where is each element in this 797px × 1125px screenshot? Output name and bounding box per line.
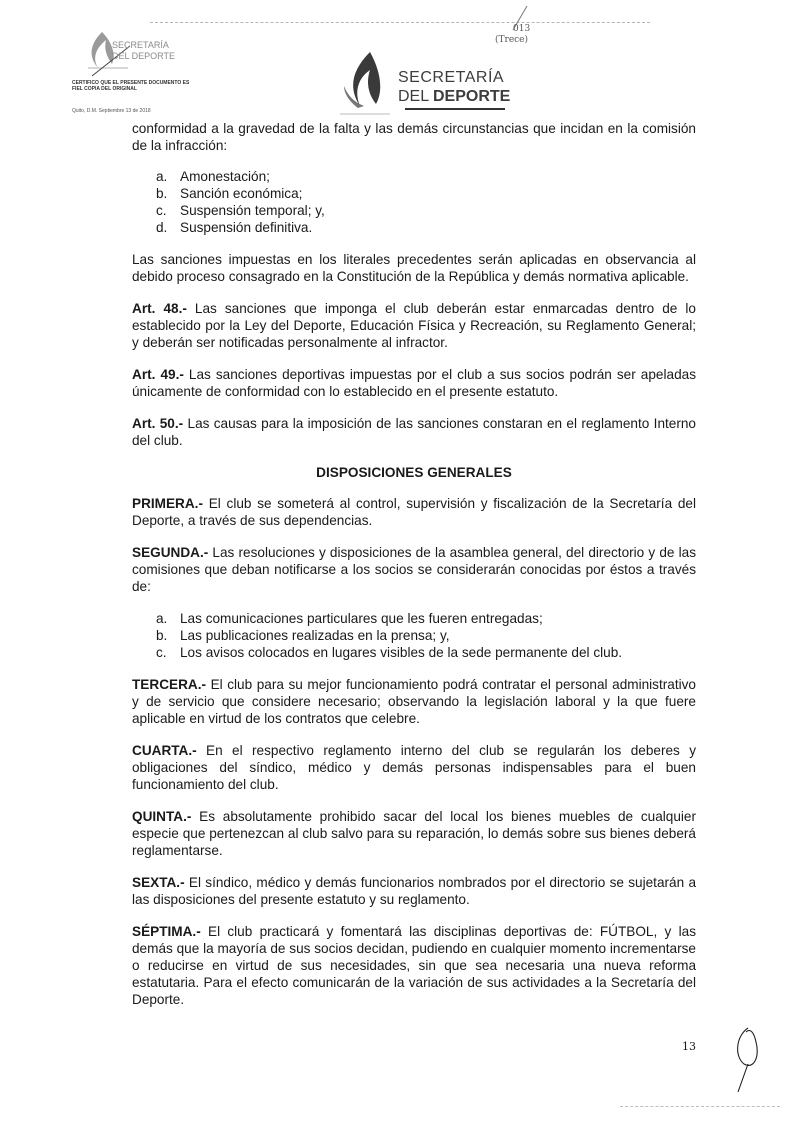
certification-stamp — [60, 28, 210, 118]
folio-words: (Trece) — [495, 35, 529, 45]
stamp-footer: Quito, D.M. Septiembre 13 de 2018 — [72, 108, 151, 114]
disposition-cuarta — [132, 742, 696, 793]
page-number: 13 — [682, 1040, 696, 1053]
article-label: Art. 48.- — [132, 301, 187, 316]
disposition-text: En el respectivo reglamento interno del club se regularán los deberes y obligaciones del síndico, médico y demás personas indispensables para el buen funcionamiento del club. — [132, 743, 696, 792]
list-item-text: Las comunicaciones particulares que les fueren entregadas; — [180, 611, 543, 626]
secretaria-del-deporte-logo — [330, 50, 530, 120]
list-item — [156, 168, 696, 185]
list-marker: c. — [156, 203, 167, 218]
list-marker: b. — [156, 186, 168, 201]
disposition-label: PRIMERA.- — [132, 496, 203, 511]
disposition-label: SEXTA.- — [132, 875, 185, 890]
disposition-label: SEGUNDA.- — [132, 545, 209, 560]
list-item-text: Los avisos colocados en lugares visibles de la sede permanente del club. — [180, 645, 623, 660]
list-item-text: Las publicaciones realizadas en la prensa; y, — [180, 628, 450, 643]
disposition-text: Es absolutamente prohibido sacar del local los bienes muebles de cualquier especie que pertenezcan al club salvo para su reparación, lo demás sobre sus bienes deberá reglamentarse. — [132, 809, 696, 858]
stamp-certification-text: CERTIFICO QUE EL PRESENTE DOCUMENTO ES FIEL COPIA DEL ORIGINAL — [72, 80, 190, 92]
disposition-text: El club practicará y fomentará las disciplinas deportivas de: FÚTBOL, y las demás que la mayoría de sus socios decidan, pudiendo en cualquier momento incrementarse o reducirse en virtud de sus necesidades, sin que sea necesaria una nueva reforma estatutaria. Para el efecto comunicarán de la variación de sus actividades a la Secretaría del Deporte. — [132, 924, 696, 1007]
list-marker: a. — [156, 611, 168, 626]
disposition-text: El club para su mejor funcionamiento podrá contratar el personal administrativo y de servicio que considere necesario; observando la legislación laboral y la que fuere aplicable en virtud de los contratos que celebre. — [132, 677, 696, 726]
list-marker: b. — [156, 628, 168, 643]
logo-underline — [405, 108, 505, 110]
stamp-brand — [112, 40, 175, 62]
section-title: DISPOSICIONES GENERALES — [316, 465, 512, 480]
disposition-text: Las resoluciones y disposiciones de la asamblea general, del directorio y de las comisiones que deban notificarse a los socios se considerarán conocidas por éstos a través de: — [132, 545, 696, 594]
article-label: Art. 50.- — [132, 416, 184, 431]
handwritten-folio — [493, 2, 553, 47]
list-marker: c. — [156, 645, 167, 660]
logo-line1: SECRETARÍA — [398, 69, 505, 86]
list-item-text: Sanción económica; — [180, 186, 303, 201]
disposition-segunda — [132, 544, 696, 595]
list-marker: a. — [156, 169, 168, 184]
disposition-septima — [132, 923, 696, 1008]
scan-bottom-rule — [620, 1106, 780, 1107]
list-marker: d. — [156, 220, 168, 235]
logo-line2-prefix: DEL — [398, 88, 433, 105]
article-50 — [132, 415, 696, 449]
list-item — [156, 219, 696, 236]
disposition-text: El club se someterá al control, supervisión y fiscalización de la Secretaría del Deporte, a través de sus dependencias. — [132, 496, 696, 528]
handwritten-signature-icon — [726, 1020, 776, 1095]
intro-paragraph: conformidad a la gravedad de la falta y las demás circunstancias que incidan en la comisión de la infracción: — [132, 121, 696, 153]
article-text: Las causas para la imposición de las sanciones constaran en el reglamento Interno del club. — [132, 416, 696, 448]
disposition-tercera — [132, 676, 696, 727]
logo-line2 — [398, 88, 510, 106]
list-item — [156, 644, 696, 661]
list-item — [156, 610, 696, 627]
stamp-brand-line1: SECRETARÍA — [112, 40, 169, 50]
scan-top-rule — [150, 22, 650, 23]
logo-line2-bold: DEPORTE — [432, 88, 511, 105]
notification-list — [132, 610, 696, 661]
list-item-text: Suspensión temporal; y, — [180, 203, 325, 218]
disposition-text: El síndico, médico y demás funcionarios nombrados por el directorio se sujetarán a las disposiciones del presente estatuto y su reglamento. — [132, 875, 696, 907]
document-body — [132, 120, 696, 1023]
article-49 — [132, 366, 696, 400]
list-item — [156, 185, 696, 202]
logo-wordmark — [398, 69, 510, 106]
disposition-label: SÉPTIMA.- — [132, 924, 201, 939]
disposition-quinta — [132, 808, 696, 859]
disposition-sexta — [132, 874, 696, 908]
disposition-label: QUINTA.- — [132, 809, 192, 824]
article-text: Las sanciones que imponga el club deberán estar enmarcadas dentro de lo establecido por la Ley del Deporte, Educación Física y Recreación, su Reglamento General; y deberán ser notificadas personalmente al infractor. — [132, 301, 696, 350]
sanctions-list — [132, 168, 696, 236]
list-item-text: Amonestación; — [180, 169, 270, 184]
article-48 — [132, 300, 696, 351]
stamp-brand-line2: DEL DEPORTE — [112, 51, 176, 61]
list-item — [156, 627, 696, 644]
list-item-text: Suspensión definitiva. — [180, 220, 313, 235]
list-item — [156, 202, 696, 219]
folio-number: 013 — [513, 24, 531, 34]
disposition-primera — [132, 495, 696, 529]
article-label: Art. 49.- — [132, 367, 184, 382]
disposition-label: TERCERA.- — [132, 677, 207, 692]
sanctions-paragraph: Las sanciones impuestas en los literales precedentes serán aplicadas en observancia al debido proceso consagrado en la Constitución de la República y demás normativa aplicable. — [132, 252, 696, 284]
article-text: Las sanciones deportivas impuestas por el club a sus socios podrán ser apeladas únicamente de conformidad con lo establecido en el presente estatuto. — [132, 367, 696, 399]
flame-torch-icon — [330, 50, 396, 120]
disposition-label: CUARTA.- — [132, 743, 197, 758]
